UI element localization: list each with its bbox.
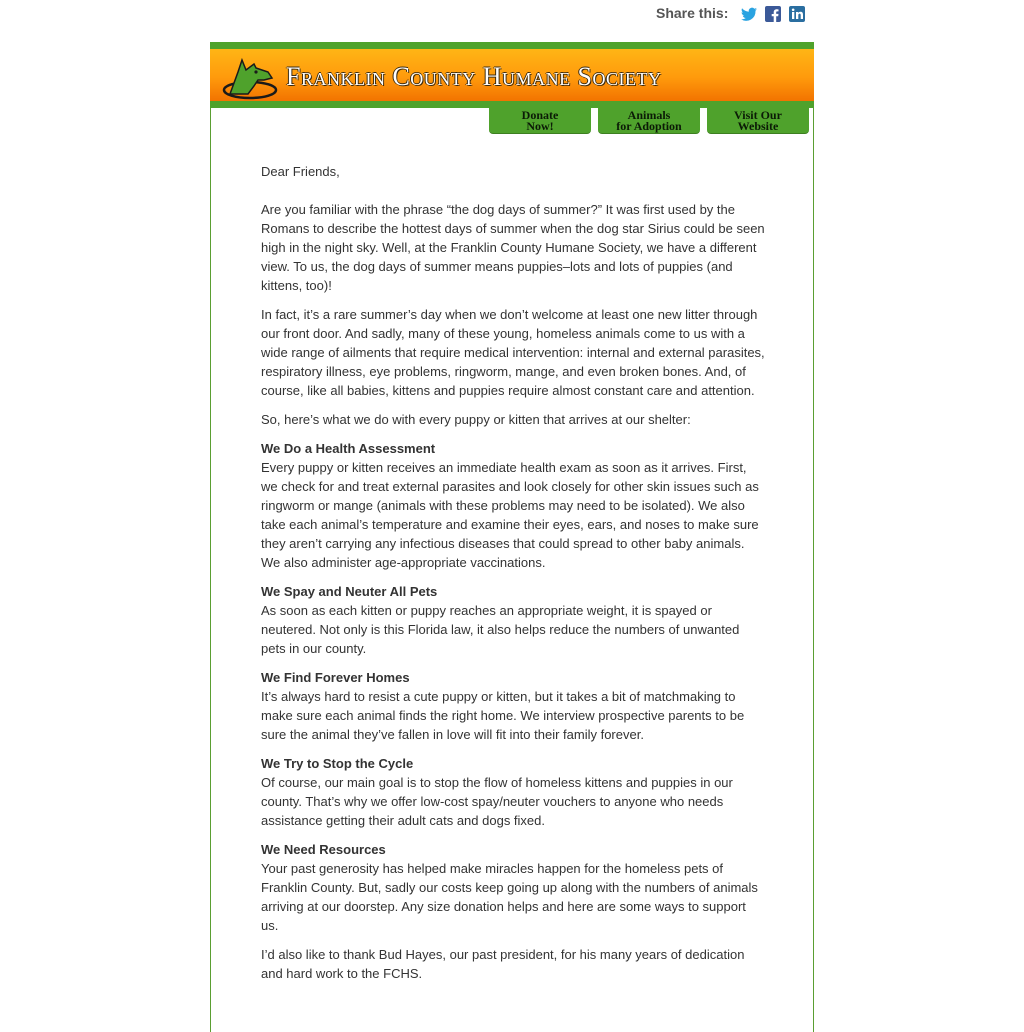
share-bar <box>656 2 812 24</box>
letter-body <box>261 162 766 993</box>
section-heading: We Spay and Neuter All Pets <box>261 584 438 599</box>
paragraph: In fact, it’s a rare summer’s day when we don’t welcome at least one new litter through our front door. And sadly, many of these young, homeless animals come to us with a wide range of ailments that require medical intervention: internal and external parasites, respiratory illness, eye problems, ringworm, mange, and even broken bones. And, of course, like all babies, kittens and puppies require almost constant care and attention. <box>261 307 765 398</box>
share-label: Share this: <box>656 5 729 21</box>
section <box>261 754 766 830</box>
section <box>261 582 766 658</box>
visit-website-button[interactable]: Visit Our Website <box>707 108 809 134</box>
linkedin-icon[interactable] <box>788 5 806 23</box>
intro-paragraph: Are you familiar with the phrase “the dog days of summer?” It was first used by the Romans to describe the hottest days of summer when the dog star Sirius could be seen high in the night sky. Well, at the Franklin County Humane Society, we have a different view. To us, the dog days of summer means puppies–lots and lots of puppies (and kittens, too)! <box>261 202 765 293</box>
header-banner-gradient <box>210 49 814 101</box>
email-frame <box>210 42 814 1032</box>
donate-now-button[interactable]: Donate Now! <box>489 108 591 134</box>
animals-for-adoption-button[interactable]: Animals for Adoption <box>598 108 700 134</box>
section-body: It’s always hard to resist a cute puppy or kitten, but it takes a bit of matchmaking to make sure each animal finds the right home. We interview prospective parents to be sure the animal they’ve fallen in love will fit into their family forever. <box>261 689 745 742</box>
paragraph: So, here’s what we do with every puppy or kitten that arrives at our shelter: <box>261 412 691 427</box>
dog-logo-icon <box>220 50 280 102</box>
organization-name: Franklin County Humane Society <box>286 62 662 91</box>
twitter-icon[interactable] <box>740 5 758 23</box>
section <box>261 840 766 935</box>
section-heading: We Try to Stop the Cycle <box>261 756 414 771</box>
section-body: As soon as each kitten or puppy reaches an appropriate weight, it is spayed or neutered. Not only is this Florida law, it also helps reduce the numbers of unwanted pets in our county. <box>261 603 740 656</box>
section-heading: We Do a Health Assessment <box>261 441 436 456</box>
section-body: Every puppy or kitten receives an immediate health exam as soon as it arrives. First, we check for and treat external parasites and look closely for other skin issues such as ringworm or mange (animals with these problems may need to be isolated). We also take each animal’s temperature and examine their eyes, ears, and noses to make sure they aren’t carrying any infectious diseases that could spread to other baby animals. We also administer age-appropriate vaccinations. <box>261 460 759 570</box>
section-heading: We Find Forever Homes <box>261 670 410 685</box>
thanks-paragraph: I’d also like to thank Bud Hayes, our past president, for his many years of dedication and hard work to the FCHS. <box>261 947 745 981</box>
section-body: Of course, our main goal is to stop the flow of homeless kittens and puppies in our county. That’s why we offer low-cost spay/neuter vouchers to anyone who needs assistance getting their adult cats and dogs fixed. <box>261 775 733 828</box>
section <box>261 668 766 744</box>
header-banner <box>210 42 814 108</box>
section-body: Your past generosity has helped make miracles happen for the homeless pets of Franklin County. But, sadly our costs keep going up along with the numbers of animals arriving at our doorstep. Any size donation helps and here are some ways to support us. <box>261 861 758 933</box>
section <box>261 439 766 572</box>
greeting: Dear Friends, <box>261 164 340 179</box>
nav-buttons <box>489 108 809 134</box>
facebook-icon[interactable] <box>764 5 782 23</box>
section-heading: We Need Resources <box>261 842 386 857</box>
